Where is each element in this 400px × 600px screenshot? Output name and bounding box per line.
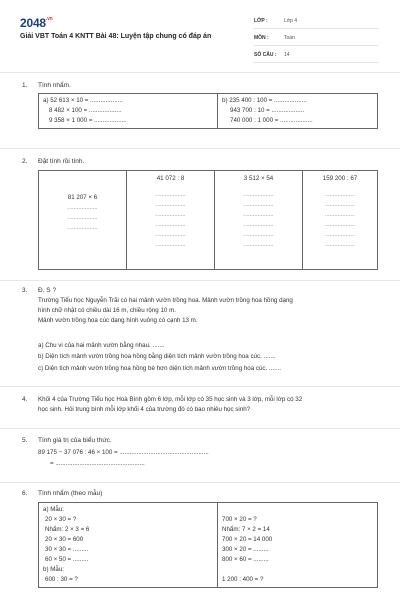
divider: [0, 428, 400, 429]
q6-line: [222, 565, 373, 575]
q6-line: 700 × 20 = 14 000: [222, 536, 273, 543]
blank-line: ...................: [324, 222, 356, 228]
blank-line: ...................: [324, 232, 356, 238]
question-number: 3.: [22, 287, 28, 294]
q6-line: [222, 505, 373, 515]
question-number: 6.: [22, 490, 28, 497]
blank-line: ...................: [324, 202, 356, 208]
q6-line: 600 : 30 = ?: [45, 576, 78, 583]
q4-text: học sinh. Hỏi trung bình mỗi lớp khối 4 của trường đó có bao nhiêu học sinh?: [38, 406, 251, 413]
meta-row-count: [254, 50, 378, 63]
q6-line: 60 × 50 = .........: [45, 556, 89, 563]
page-title: Giải VBT Toán 4 KNTT Bài 48: Luyện tập chung có đáp án: [20, 33, 212, 40]
blank-line: ...................: [67, 225, 98, 231]
q4-text: Khối 4 của Trường Tiểu học Hoà Bình gồm 6 lớp, mỗi lớp có 35 học sinh và 3 lớp, mỗi lớp có 32: [38, 396, 303, 403]
question-title: Đ, S ?: [38, 287, 57, 294]
blank-line: ...................: [243, 232, 274, 238]
meta-row-subject: [254, 33, 378, 46]
q3-text: Mảnh vườn trồng hoa cúc dạng hình vuông có cạnh 13 m.: [38, 317, 198, 324]
meta-key: MÔN :: [254, 35, 269, 41]
q3-option: c) Diện tích mảnh vườn trồng hoa hồng bé hơn diện tích mảnh vườn trồng hoa cúc. .......: [38, 365, 281, 372]
q1-left-line: 9 358 × 1 000 = ...................: [49, 117, 127, 124]
q6-table: [38, 502, 378, 588]
blank-line: ...................: [243, 192, 274, 198]
q3-text: hình chữ nhật có chiều dài 16 m, chiều rộng 10 m.: [38, 307, 176, 314]
blank-line: ...................: [324, 212, 356, 218]
logo-text: 2048: [20, 16, 46, 30]
q3-option: a) Chu vi của hai mảnh vườn bằng nhau. .......: [38, 342, 165, 349]
question-number: 2.: [22, 158, 28, 165]
meta-row-class: [254, 16, 378, 29]
blank-line: ...................: [155, 202, 186, 208]
question-title: Đặt tính rồi tính.: [38, 158, 85, 165]
blank-line: ...................: [324, 192, 356, 198]
q1-right-cell: [218, 94, 378, 129]
blank-line: ...................: [155, 222, 186, 228]
blank-line: ...................: [67, 205, 98, 211]
blank-line: ...................: [243, 222, 274, 228]
question-number: 5.: [22, 437, 28, 444]
divider: [0, 386, 400, 387]
blank-line: ...................: [243, 202, 274, 208]
meta-value: 14: [284, 52, 290, 58]
q6-line: Nhẩm: 7 × 2 = 14: [222, 526, 270, 533]
divider: [0, 72, 400, 73]
q6-right-cell: [218, 503, 378, 588]
q1-table: [38, 93, 378, 129]
q6-line: 300 × 20 = .........: [222, 546, 269, 553]
q6-line: Nhẩm: 2 × 3 = 6: [45, 526, 90, 533]
q6-line: b) Mẫu:: [43, 566, 64, 573]
q5-text: 89 175 − 37 076 : 46 × 100 = ....................................................: [38, 449, 209, 456]
site-logo[interactable]: [20, 16, 53, 30]
q6-line: 30 × 30 = .........: [45, 546, 89, 553]
q6-line: a) Mẫu:: [43, 506, 64, 513]
q1-right-line: 740 000 : 1 000 = ...................: [230, 117, 313, 124]
q2-col-heading: 41 072 : 8: [156, 175, 185, 182]
blank-line: ...................: [155, 212, 186, 218]
blank-line: ...................: [155, 242, 186, 248]
q1-left-cell: [39, 94, 218, 129]
q3-option: b) Diện tích mảnh vườn trồng hoa hồng bằng diện tích mảnh vườn trồng hoa cúc. .......: [38, 353, 276, 360]
q2-col-heading: 81 207 × 6: [67, 194, 98, 201]
q2-col: [303, 171, 378, 270]
q1-left-line: 8 482 × 100 = ...................: [49, 107, 122, 114]
q2-col-heading: 159 200 : 67: [322, 175, 358, 182]
blank-line: ...................: [155, 192, 186, 198]
q1-right-line: 943 700 : 10 = ...................: [230, 107, 305, 114]
question-number: 1.: [22, 82, 28, 89]
blank-line: ...................: [243, 242, 274, 248]
blank-line: ...................: [324, 242, 356, 248]
q2-col: [39, 171, 127, 270]
q5-text: = ....................................................: [50, 460, 145, 467]
divider: [0, 482, 400, 483]
meta-key: SỐ CÂU :: [254, 52, 277, 58]
q1-left-line: a) 52 613 × 10 = ...................: [43, 97, 123, 104]
q6-line: 20 × 30 = ?: [45, 516, 77, 523]
meta-value: Toán: [284, 35, 295, 41]
meta-key: LỚP :: [254, 18, 268, 24]
q1-right-line: b) 235 400 : 100 = ...................: [222, 97, 307, 104]
blank-line: ...................: [67, 215, 98, 221]
q6-line: 800 × 60 = .........: [222, 556, 269, 563]
divider: [0, 148, 400, 149]
logo-suffix: .vn: [45, 16, 53, 22]
q2-col: [127, 171, 215, 270]
q6-left-cell: [39, 503, 218, 588]
meta-value: Lớp 4: [284, 18, 298, 24]
q2-col-heading: 3 512 × 54: [243, 175, 274, 182]
q6-line: 20 × 30 = 600: [45, 536, 84, 543]
blank-line: ...................: [243, 212, 274, 218]
question-title: Tính giá trị của biểu thức.: [38, 437, 112, 444]
blank-line: ...................: [155, 232, 186, 238]
meta-panel: [254, 16, 378, 67]
q6-line: 1 200 : 400 = ?: [222, 576, 264, 583]
q2-col: [215, 171, 303, 270]
question-title: Tính nhẩm.: [38, 82, 71, 89]
question-title: Tính nhẩm (theo mẫu): [38, 490, 103, 497]
divider: [0, 280, 400, 281]
q3-text: Trường Tiểu học Nguyễn Trãi có hai mảnh vườn trồng hoa. Mảnh vườn trồng hoa hồng dạng: [38, 297, 293, 304]
q6-line: 700 × 20 = ?: [222, 516, 257, 523]
question-number: 4.: [22, 396, 28, 403]
q2-table: [38, 170, 378, 270]
